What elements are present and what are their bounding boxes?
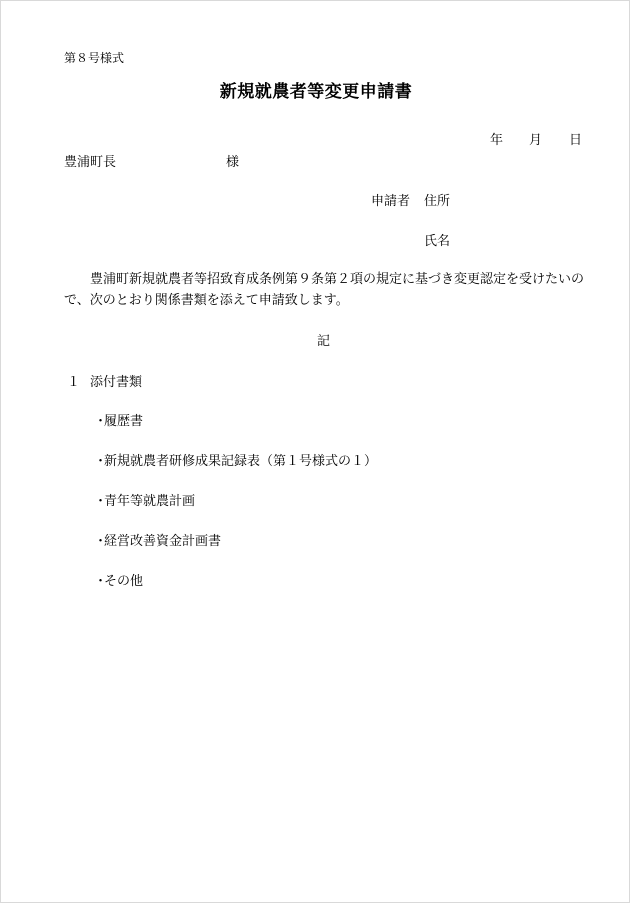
date-year-label: 年 bbox=[490, 133, 504, 148]
list-item-label: 青年等就農計画 bbox=[104, 494, 196, 509]
bullet: ・ bbox=[94, 574, 108, 589]
list-item-label: その他 bbox=[104, 574, 144, 589]
list-item-label: 履歴書 bbox=[104, 414, 144, 429]
name-label: 氏名 bbox=[424, 234, 451, 249]
address-label: 住所 bbox=[424, 194, 451, 209]
date-day-label: 日 bbox=[569, 133, 583, 148]
list-item bbox=[94, 570, 143, 589]
bullet: ・ bbox=[94, 454, 108, 469]
list-item-label: 新規就農者研修成果記録表（第１号様式の１） bbox=[104, 454, 378, 469]
applicant-label: 申請者 bbox=[371, 194, 411, 209]
bullet: ・ bbox=[94, 494, 108, 509]
list-item bbox=[94, 490, 195, 509]
list-item bbox=[94, 530, 221, 549]
date-month-label: 月 bbox=[529, 133, 543, 148]
section-label: 添付書類 bbox=[90, 375, 143, 390]
honorific: 様 bbox=[226, 155, 240, 170]
bullet: ・ bbox=[94, 534, 108, 549]
form-number: 第８号様式 bbox=[64, 51, 125, 65]
list-item bbox=[94, 410, 143, 429]
document-title: 新規就農者等変更申請書 bbox=[219, 82, 413, 102]
body-text: 豊浦町新規就農者等招致育成条例第９条第２項の規定に基づき変更認定を受けたいので、次のとおり関係書類を添えて申請致します。 bbox=[64, 272, 585, 308]
bullet: ・ bbox=[94, 414, 108, 429]
ki-heading: 記 bbox=[316, 334, 330, 349]
list-item-label: 経営改善資金計画書 bbox=[104, 534, 222, 549]
addressee: 豊浦町長 bbox=[64, 155, 117, 170]
list-item bbox=[94, 450, 377, 469]
section-number: １ bbox=[67, 375, 81, 390]
